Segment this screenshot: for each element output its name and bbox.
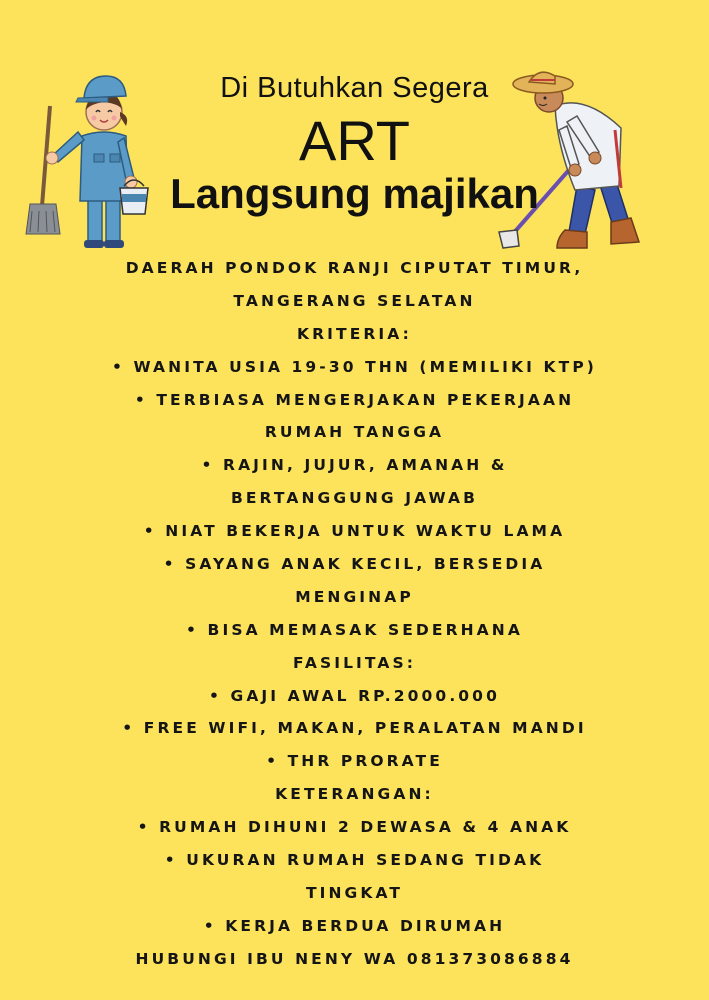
criteria-item: • NIAT BEKERJA UNTUK WAKTU LAMA bbox=[143, 522, 566, 541]
criteria-item: BERTANGGUNG JAWAB bbox=[230, 489, 479, 508]
criteria-item: • BISA MEMASAK SEDERHANA bbox=[186, 620, 523, 639]
criteria-item: • SAYANG ANAK KECIL, BERSEDIA bbox=[163, 555, 546, 574]
facilities-item: • GAJI AWAL RP.2000.000 bbox=[209, 686, 500, 705]
criteria-item: • TERBIASA MENGERJAKAN PEKERJAAN bbox=[134, 390, 575, 409]
criteria-item: • WANITA USIA 19-30 THN (MEMILIKI KTP) bbox=[112, 357, 597, 376]
notes-item: • UKURAN RUMAH SEDANG TIDAK bbox=[164, 851, 545, 870]
facilities-item: • THR PRORATE bbox=[266, 752, 443, 771]
notes-item: • KERJA BERDUA DIRUMAH bbox=[203, 916, 506, 935]
subtitle: Di Butuhkan Segera bbox=[220, 72, 489, 104]
contact-line: HUBUNGI IBU NENY WA 081373086884 bbox=[135, 949, 574, 968]
notes-item: TINGKAT bbox=[305, 883, 404, 902]
criteria-item: RUMAH TANGGA bbox=[264, 423, 445, 442]
location-line: TANGERANG SELATAN bbox=[233, 291, 476, 310]
notes-item: • RUMAH DIHUNI 2 DEWASA & 4 ANAK bbox=[137, 818, 572, 837]
criteria-item: • RAJIN, JUJUR, AMANAH & bbox=[201, 456, 508, 475]
criteria-item: MENGINAP bbox=[295, 587, 414, 606]
tagline: Langsung majikan bbox=[170, 170, 539, 217]
announcement-body bbox=[0, 252, 709, 976]
facilities-heading: FASILITAS: bbox=[292, 653, 417, 672]
facilities-item: • FREE WIFI, MAKAN, PERALATAN MANDI bbox=[122, 719, 587, 738]
criteria-heading: KRITERIA: bbox=[297, 324, 412, 343]
page-title: ART bbox=[299, 109, 410, 172]
location-line: DAERAH PONDOK RANJI CIPUTAT TIMUR, bbox=[125, 259, 584, 277]
notes-heading: KETERANGAN: bbox=[275, 785, 434, 804]
